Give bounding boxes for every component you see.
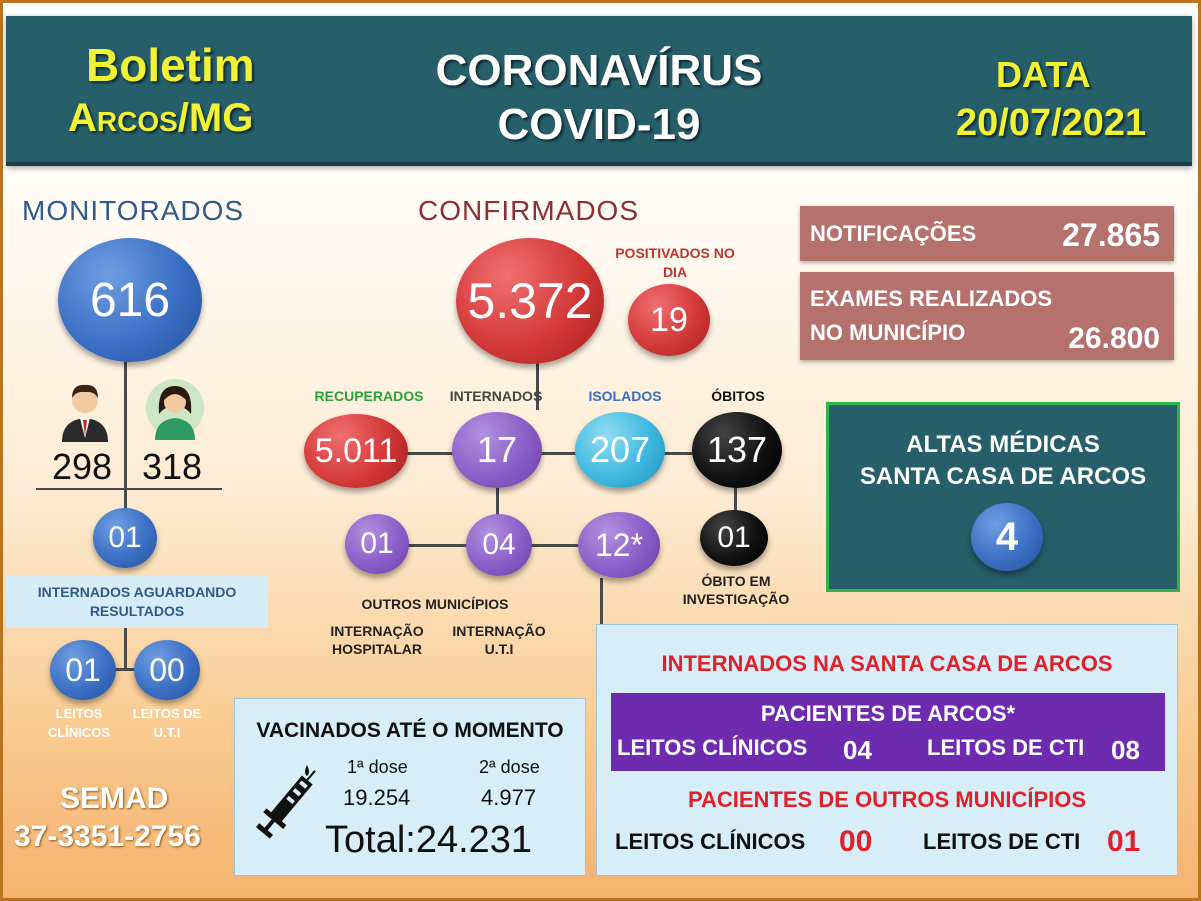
leitos-clinicos-label: LEITOS CLÍNICOS bbox=[47, 706, 111, 740]
positivados-circle bbox=[628, 284, 710, 356]
confirmados-total-circle bbox=[456, 238, 604, 364]
vacinados-total: Total:24.231 bbox=[325, 819, 533, 861]
internados-circle bbox=[452, 412, 542, 488]
isolados-label: ISOLADOS bbox=[588, 388, 662, 404]
obitos-value: 137 bbox=[706, 429, 768, 470]
exames-label-line2: NO MUNICÍPIO bbox=[810, 320, 966, 345]
connector-line bbox=[124, 628, 127, 670]
obitos-label: ÓBITOS bbox=[711, 388, 765, 404]
header-date: 20/07/2021 bbox=[956, 102, 1147, 144]
monitorados-total-circle bbox=[58, 238, 202, 362]
altas-medicas-box bbox=[826, 402, 1180, 592]
vacinados-title: VACINADOS ATÉ O MOMENTO bbox=[256, 719, 564, 742]
altas-value: 4 bbox=[995, 514, 1019, 559]
outros-cti-value: 01 bbox=[1107, 825, 1141, 858]
dose1-value: 19.254 bbox=[343, 785, 411, 810]
divider-line bbox=[36, 488, 222, 490]
internacao-uti-circle bbox=[466, 514, 532, 576]
notificacoes-box bbox=[800, 206, 1174, 261]
altas-line2: SANTA CASA DE ARCOS bbox=[859, 463, 1147, 490]
internacao-hospitalar-circle bbox=[578, 512, 660, 578]
arcos-cti-label: LEITOS DE CTI bbox=[927, 735, 1085, 760]
male-person-icon bbox=[58, 380, 112, 442]
notificacoes-value: 27.865 bbox=[1062, 217, 1160, 253]
awaiting-results-label bbox=[6, 576, 268, 628]
exames-box bbox=[800, 272, 1174, 360]
positivados-label: POSITIVADOS NO DIA bbox=[615, 245, 735, 280]
leitos-clinicos-circle bbox=[50, 640, 116, 700]
recuperados-circle bbox=[304, 414, 408, 488]
outros-municipios-circle bbox=[345, 514, 409, 574]
obito-investigacao-circle bbox=[700, 510, 768, 566]
obitos-circle bbox=[692, 412, 782, 488]
santa-casa-box bbox=[596, 624, 1178, 876]
vacinados-box bbox=[234, 698, 586, 876]
outros-municipios-label: OUTROS MUNICÍPIOS bbox=[361, 596, 509, 612]
isolados-value: 207 bbox=[589, 429, 651, 470]
semad-phone: 37-3351-2756 bbox=[14, 820, 201, 853]
internacao-hospitalar-value: 12* bbox=[594, 526, 644, 563]
header-covid: COVID-19 bbox=[497, 100, 701, 149]
arcos-clinicos-label: LEITOS CLÍNICOS bbox=[617, 735, 808, 760]
obito-investigacao-value: 01 bbox=[717, 521, 751, 554]
dose2-label: 2ª dose bbox=[479, 757, 540, 777]
internados-value: 17 bbox=[476, 429, 518, 470]
internacao-uti-label: INTERNAÇÃO U.T.I bbox=[452, 623, 546, 657]
female-person-icon bbox=[145, 378, 205, 440]
pacientes-arcos-box bbox=[611, 693, 1165, 771]
recuperados-value: 5.011 bbox=[314, 431, 398, 470]
arcos-cti-value: 08 bbox=[1111, 735, 1140, 765]
obito-investigacao-label: ÓBITO EM INVESTIGAÇÃO bbox=[682, 573, 790, 607]
internacao-hospitalar-label: INTERNAÇÃO HOSPITALAR bbox=[330, 623, 424, 657]
outros-clinicos-label: LEITOS CLÍNICOS bbox=[615, 829, 806, 854]
arcos-clinicos-value: 04 bbox=[843, 735, 872, 765]
header-data-label: DATA bbox=[996, 54, 1091, 95]
dose2-value: 4.977 bbox=[481, 785, 537, 810]
exames-label-line1: EXAMES REALIZADOS bbox=[810, 286, 1053, 311]
santa-casa-title: INTERNADOS NA SANTA CASA DE ARCOS bbox=[661, 651, 1113, 676]
leitos-uti-value: 00 bbox=[149, 651, 185, 688]
exames-value: 26.800 bbox=[1068, 322, 1160, 355]
outros-clinicos-value: 00 bbox=[839, 825, 873, 858]
header-coronavirus: CORONAVÍRUS bbox=[435, 46, 763, 95]
monitorados-title: MONITORADOS bbox=[22, 195, 245, 226]
altas-value-circle bbox=[971, 503, 1043, 571]
syringe-icon bbox=[253, 761, 323, 845]
awaiting-results-value: 01 bbox=[108, 521, 142, 554]
pacientes-outros-title: PACIENTES DE OUTROS MUNICÍPIOS bbox=[687, 787, 1087, 812]
outros-cti-label: LEITOS DE CTI bbox=[923, 829, 1081, 854]
dose1-label: 1ª dose bbox=[347, 757, 408, 777]
monitorados-male-count: 298 bbox=[52, 446, 113, 487]
isolados-circle bbox=[575, 412, 665, 488]
positivados-value: 19 bbox=[650, 300, 688, 339]
header-boletim: Boletim bbox=[86, 39, 255, 91]
outros-municipios-value: 01 bbox=[360, 527, 394, 560]
internacao-uti-value: 04 bbox=[482, 528, 516, 561]
connector-line bbox=[124, 350, 127, 520]
notificacoes-label: NOTIFICAÇÕES bbox=[810, 221, 977, 246]
header-city: Arcos/MG bbox=[68, 96, 254, 140]
awaiting-results-circle bbox=[93, 508, 157, 568]
monitorados-female-count: 318 bbox=[142, 446, 203, 487]
awaiting-results-text: INTERNADOS AGUARDANDO RESULTADOS bbox=[37, 584, 237, 619]
header-banner bbox=[6, 16, 1192, 166]
internados-label: INTERNADOS bbox=[449, 388, 543, 404]
confirmados-total: 5.372 bbox=[467, 273, 593, 329]
pacientes-arcos-title: PACIENTES DE ARCOS* bbox=[760, 701, 1016, 726]
monitorados-total: 616 bbox=[89, 273, 171, 327]
altas-line1: ALTAS MÉDICAS bbox=[906, 431, 1100, 458]
leitos-clinicos-value: 01 bbox=[65, 651, 101, 688]
semad-label: SEMAD bbox=[60, 782, 169, 815]
recuperados-label: RECUPERADOS bbox=[314, 388, 424, 404]
confirmados-title: CONFIRMADOS bbox=[418, 195, 639, 226]
leitos-uti-label: LEITOS DE U.T.I bbox=[132, 706, 202, 740]
leitos-uti-circle bbox=[134, 640, 200, 700]
